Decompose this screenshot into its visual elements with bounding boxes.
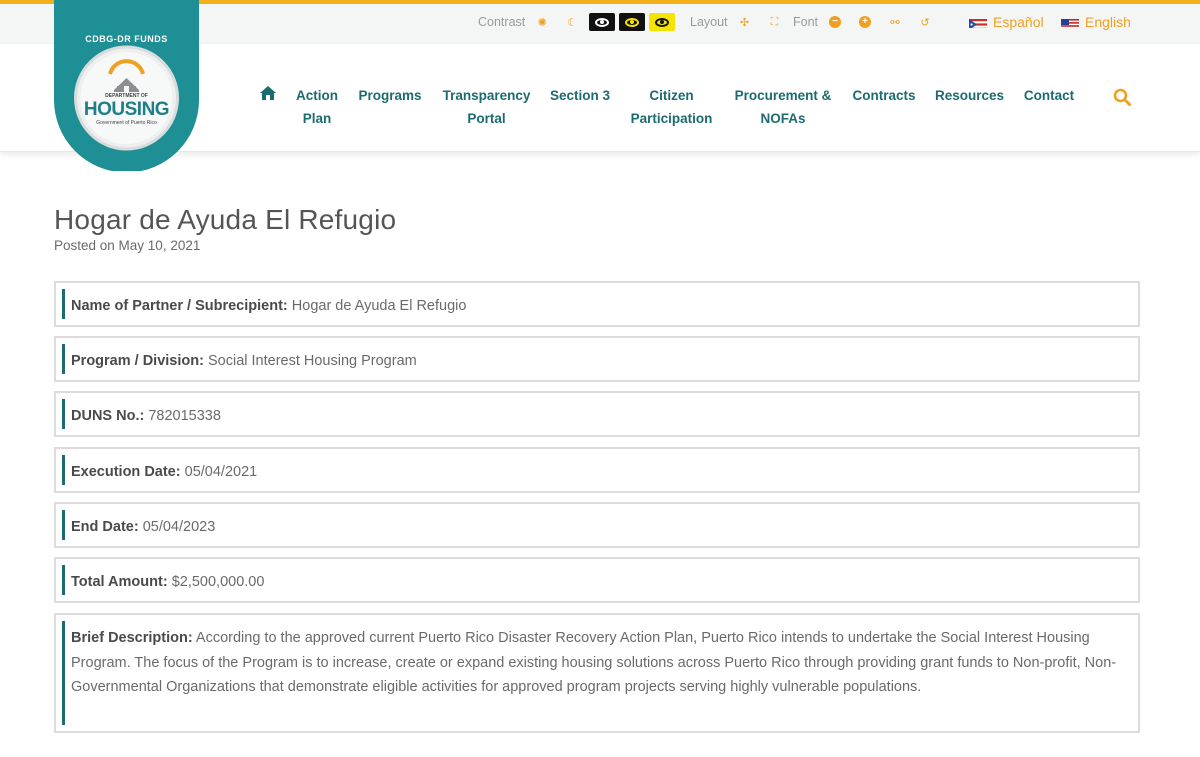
- field-text: [71, 626, 1118, 700]
- nav-item-procurement-nofas[interactable]: [728, 84, 838, 130]
- font-decrease-icon[interactable]: −: [822, 13, 848, 31]
- nav-label-line2: Participation: [630, 111, 713, 126]
- layout-compress-icon[interactable]: ✣: [739, 16, 750, 29]
- nav-item-resources[interactable]: [932, 84, 1007, 107]
- site-logo[interactable]: [54, 0, 199, 171]
- language-english-label: English: [1085, 14, 1131, 30]
- layout-controls: [690, 12, 788, 32]
- nav-label-line2: NOFAs: [760, 111, 806, 126]
- language-espanol[interactable]: [969, 12, 1044, 32]
- nav-label-line1: Contact: [1023, 88, 1075, 103]
- field-value: 05/04/2021: [184, 464, 258, 480]
- contrast-label: Contrast: [478, 15, 526, 29]
- contrast-light-gear-icon[interactable]: ✺: [537, 16, 547, 29]
- nav-item-section-3[interactable]: [545, 84, 615, 107]
- field-label: Total Amount:: [71, 574, 168, 590]
- contrast-yellow-on-black-eye-icon[interactable]: [619, 13, 645, 31]
- field-text: [71, 349, 1118, 374]
- field-value: 782015338: [148, 408, 221, 424]
- field-text: [71, 570, 1118, 595]
- field-accent-bar: [62, 399, 65, 429]
- nav-item-citizen-participation[interactable]: [625, 84, 718, 130]
- field-label: Brief Description:: [71, 630, 193, 646]
- nav-item-action-plan[interactable]: [288, 84, 346, 130]
- layout-expand-icon[interactable]: ⛶: [770, 15, 779, 28]
- field-label: Program / Division:: [71, 353, 204, 369]
- language-espanol-label: Español: [993, 14, 1044, 30]
- field-label: End Date:: [71, 519, 139, 535]
- logo-housing-text: HOUSING: [83, 99, 170, 120]
- field-program-division: [54, 336, 1140, 382]
- nav-label-line1: Programs: [358, 88, 422, 103]
- contrast-controls: [478, 12, 675, 32]
- posted-date: Posted on May 10, 2021: [54, 238, 201, 253]
- reset-undo-icon[interactable]: ↺: [920, 16, 930, 29]
- nav-label-line1: Resources: [934, 88, 1005, 103]
- nav-label-line1: Action: [296, 88, 338, 103]
- contrast-dark-moon-icon[interactable]: ☾: [567, 16, 578, 29]
- us-flag-icon: [1061, 17, 1079, 28]
- font-controls: [793, 12, 938, 32]
- field-value: Hogar de Ayuda El Refugio: [291, 298, 467, 314]
- layout-label: Layout: [690, 15, 728, 29]
- field-label: Name of Partner / Subrecipient:: [71, 298, 288, 314]
- logo-badge-shape: [54, 0, 199, 171]
- nav-label-line2: Portal: [467, 111, 506, 126]
- field-value: $2,500,000.00: [171, 574, 265, 590]
- font-label: Font: [793, 15, 819, 29]
- contrast-black-on-yellow-eye-icon[interactable]: [649, 13, 675, 31]
- logo-gov-text: Government of Puerto Rico: [96, 120, 157, 126]
- puerto-rico-flag-icon: [969, 17, 987, 28]
- nav-label-line2: Plan: [302, 111, 332, 126]
- field-accent-bar: [62, 289, 65, 319]
- field-accent-bar: [62, 565, 65, 595]
- field-execution-date: [54, 447, 1140, 493]
- nav-label-line1: Section 3: [549, 88, 611, 103]
- contrast-white-on-black-eye-icon[interactable]: [589, 13, 615, 31]
- nav-label-line1: Transparency: [442, 88, 531, 103]
- field-value: 05/04/2023: [142, 519, 216, 535]
- language-english[interactable]: [1061, 12, 1131, 32]
- field-text: [71, 294, 1118, 319]
- field-text: [71, 404, 1118, 429]
- field-brief-description: [54, 613, 1140, 733]
- page-title: Hogar de Ayuda El Refugio: [54, 204, 397, 235]
- logo-arc-text: CDBG-DR FUNDS: [85, 34, 168, 44]
- nav-item-contact[interactable]: [1018, 84, 1080, 107]
- field-text: [71, 515, 1118, 540]
- field-accent-bar: [62, 455, 65, 485]
- field-total-amount: [54, 557, 1140, 603]
- field-end-date: [54, 502, 1140, 548]
- nav-item-transparency-portal[interactable]: [438, 84, 535, 130]
- field-value: According to the approved current Puerto Rico Disaster Recovery Action Plan, Puerto Rico intends to undertake the Social Interest Housing Program. The focus of the Program is to increase, create or expand existing housing solutions across Puerto Rico through providing grant funds to Non-profit, Non-Governmental Organizations that demonstrate eligible activities for approved program projects serving highly vulnerable populations.: [71, 630, 1117, 695]
- nav-label-line1: Procurement &: [734, 88, 832, 103]
- nav-item-contracts[interactable]: [848, 84, 920, 107]
- field-accent-bar: [62, 510, 65, 540]
- nav-label-line1: Citizen: [649, 88, 694, 103]
- field-accent-bar: [62, 621, 65, 725]
- search-icon[interactable]: [1113, 88, 1131, 106]
- nav-label-line1: Contracts: [852, 88, 916, 103]
- field-label: DUNS No.:: [71, 408, 145, 424]
- field-value: Social Interest Housing Program: [207, 353, 417, 369]
- font-increase-icon[interactable]: +: [852, 13, 878, 31]
- logo-dept-text: DEPARTMENT OF: [105, 93, 148, 99]
- field-label: Execution Date:: [71, 464, 181, 480]
- field-duns-no: [54, 391, 1140, 437]
- nav-item-programs[interactable]: [355, 84, 425, 107]
- field-accent-bar: [62, 344, 65, 374]
- font-readable-icon[interactable]: ⚯: [890, 16, 900, 29]
- field-partner-name: [54, 281, 1140, 327]
- field-text: [71, 460, 1118, 485]
